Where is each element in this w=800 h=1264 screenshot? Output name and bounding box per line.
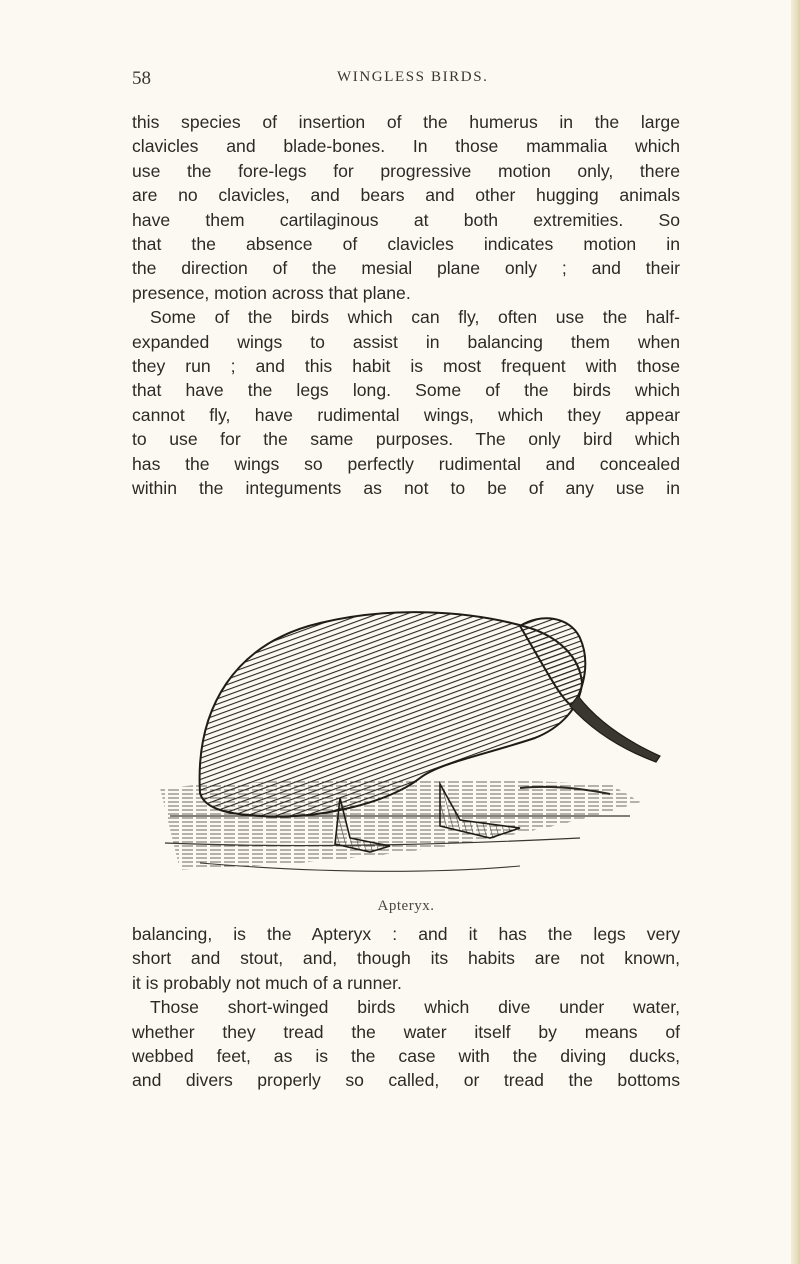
text-line: Some of the birds which can fly, often use the half- [150, 307, 680, 328]
text-line: presence, motion across that plane. [132, 282, 411, 303]
text-line: to use for the same purposes. The only bird which [132, 429, 680, 450]
text-line: has the wings so perfectly rudimental and concealed [132, 453, 680, 474]
text-line: that have the legs long. Some of the birds which [132, 380, 680, 401]
bottom-text-block [132, 922, 680, 1093]
text-line: within the integuments as not to be of any use in [132, 478, 680, 499]
text-line: they run ; and this habit is most frequent with those [132, 356, 680, 377]
text-line: that the absence of clavicles indicates motion in [132, 234, 680, 255]
text-line: it is probably not much of a runner. [132, 972, 402, 993]
top-text-block [132, 110, 680, 501]
apteryx-engraving [140, 588, 670, 888]
text-line: clavicles and blade-bones. In those mammalia which [132, 136, 680, 157]
page-number: 58 [132, 68, 151, 89]
text-line: use the fore-legs for progressive motion only, there [132, 160, 680, 181]
text-line: whether they tread the water itself by means of [132, 1021, 680, 1042]
running-title: WINGLESS BIRDS. [337, 69, 489, 85]
text-line: this species of insertion of the humerus in the large [132, 112, 680, 132]
text-line: are no clavicles, and bears and other hugging animals [132, 185, 680, 206]
text-line: cannot fly, have rudimental wings, which they appear [132, 404, 680, 425]
text-line: have them cartilaginous at both extremities. So [132, 209, 680, 230]
text-line: balancing, is the Apteryx : and it has the legs very [132, 924, 680, 944]
text-line: webbed feet, as is the case with the diving ducks, [132, 1046, 680, 1067]
text-line: and divers properly so called, or tread the bottoms [132, 1070, 680, 1091]
page-edge [791, 0, 800, 1264]
text-line: short and stout, and, though its habits are not known, [132, 948, 680, 969]
running-head [132, 68, 652, 94]
text-line: expanded wings to assist in balancing them when [132, 331, 680, 352]
text-line: Those short-winged birds which dive under water, [150, 997, 680, 1018]
apteryx-illustration [140, 588, 670, 888]
text-line: the direction of the mesial plane only ; and their [132, 258, 680, 279]
figure-caption: Apteryx. [377, 898, 435, 914]
